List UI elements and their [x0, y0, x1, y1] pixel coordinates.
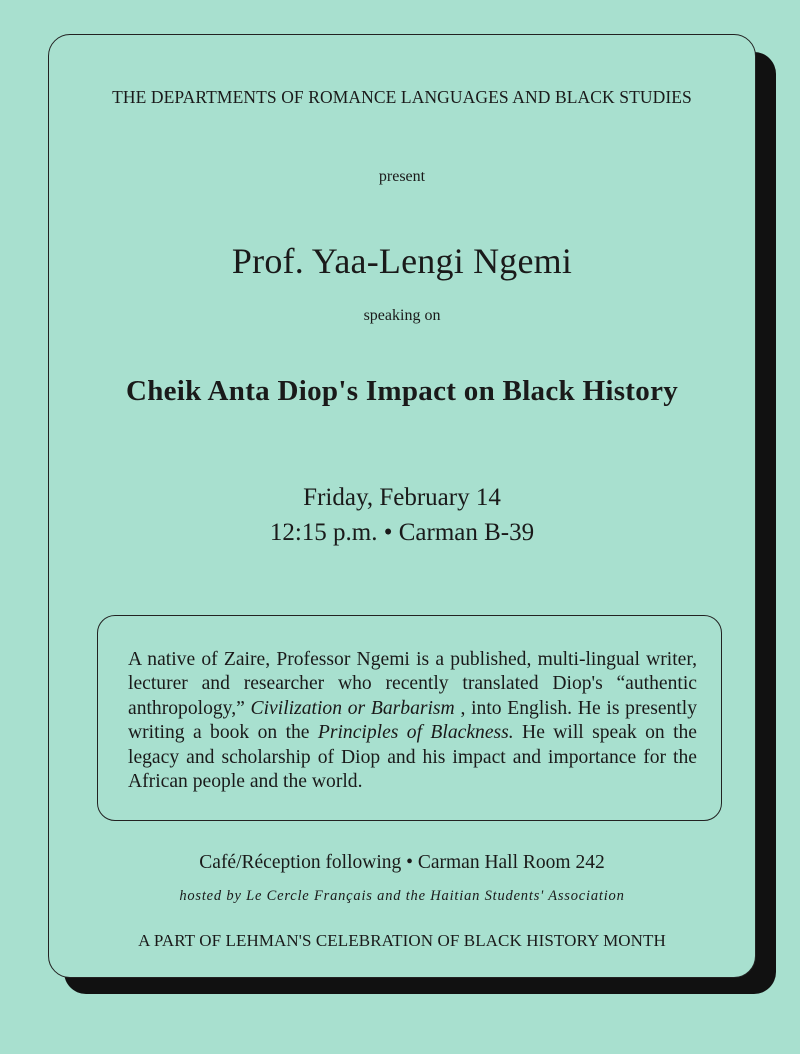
bio-text-part3: He will speak on the legacy and scholarship of Diop and his impact and importance for the African people and the world. [128, 722, 698, 793]
lecture-title: Cheik Anta Diop's Impact on Black History [125, 375, 679, 407]
celebration-note: A PART OF LEHMAN'S CELEBRATION OF BLACK HISTORY MONTH [138, 931, 666, 950]
speaker-bio-box [97, 615, 722, 821]
bio-book-title-2: Principles of Blackness. [317, 722, 514, 744]
bio-text-part1: A native of Zaire, Professor Ngemi is a published, multi-lingual writer, lecturer and researcher who recently translated Diop's “authentic anthropology,” [128, 649, 697, 719]
flyer-card [48, 34, 756, 978]
speaker-name: Prof. Yaa-Lengi Ngemi [231, 241, 573, 281]
event-date: Friday, February 14 [303, 484, 501, 511]
present-label: present [378, 168, 426, 185]
event-time-location: 12:15 p.m. • Carman B-39 [269, 519, 535, 546]
speaker-bio [128, 648, 697, 794]
speaking-on-label: speaking on [363, 307, 441, 324]
hosted-by: hosted by Le Cercle Français and the Haitian Students' Association [179, 888, 625, 904]
bio-text-part2: , into English. He is presently writing a book on the [128, 697, 697, 744]
reception-info: Café/Réception following • Carman Hall Room 242 [199, 852, 605, 873]
bio-book-title-1: Civilization or Barbarism [250, 697, 455, 719]
presenting-departments: THE DEPARTMENTS OF ROMANCE LANGUAGES AND BLACK STUDIES [112, 87, 692, 107]
